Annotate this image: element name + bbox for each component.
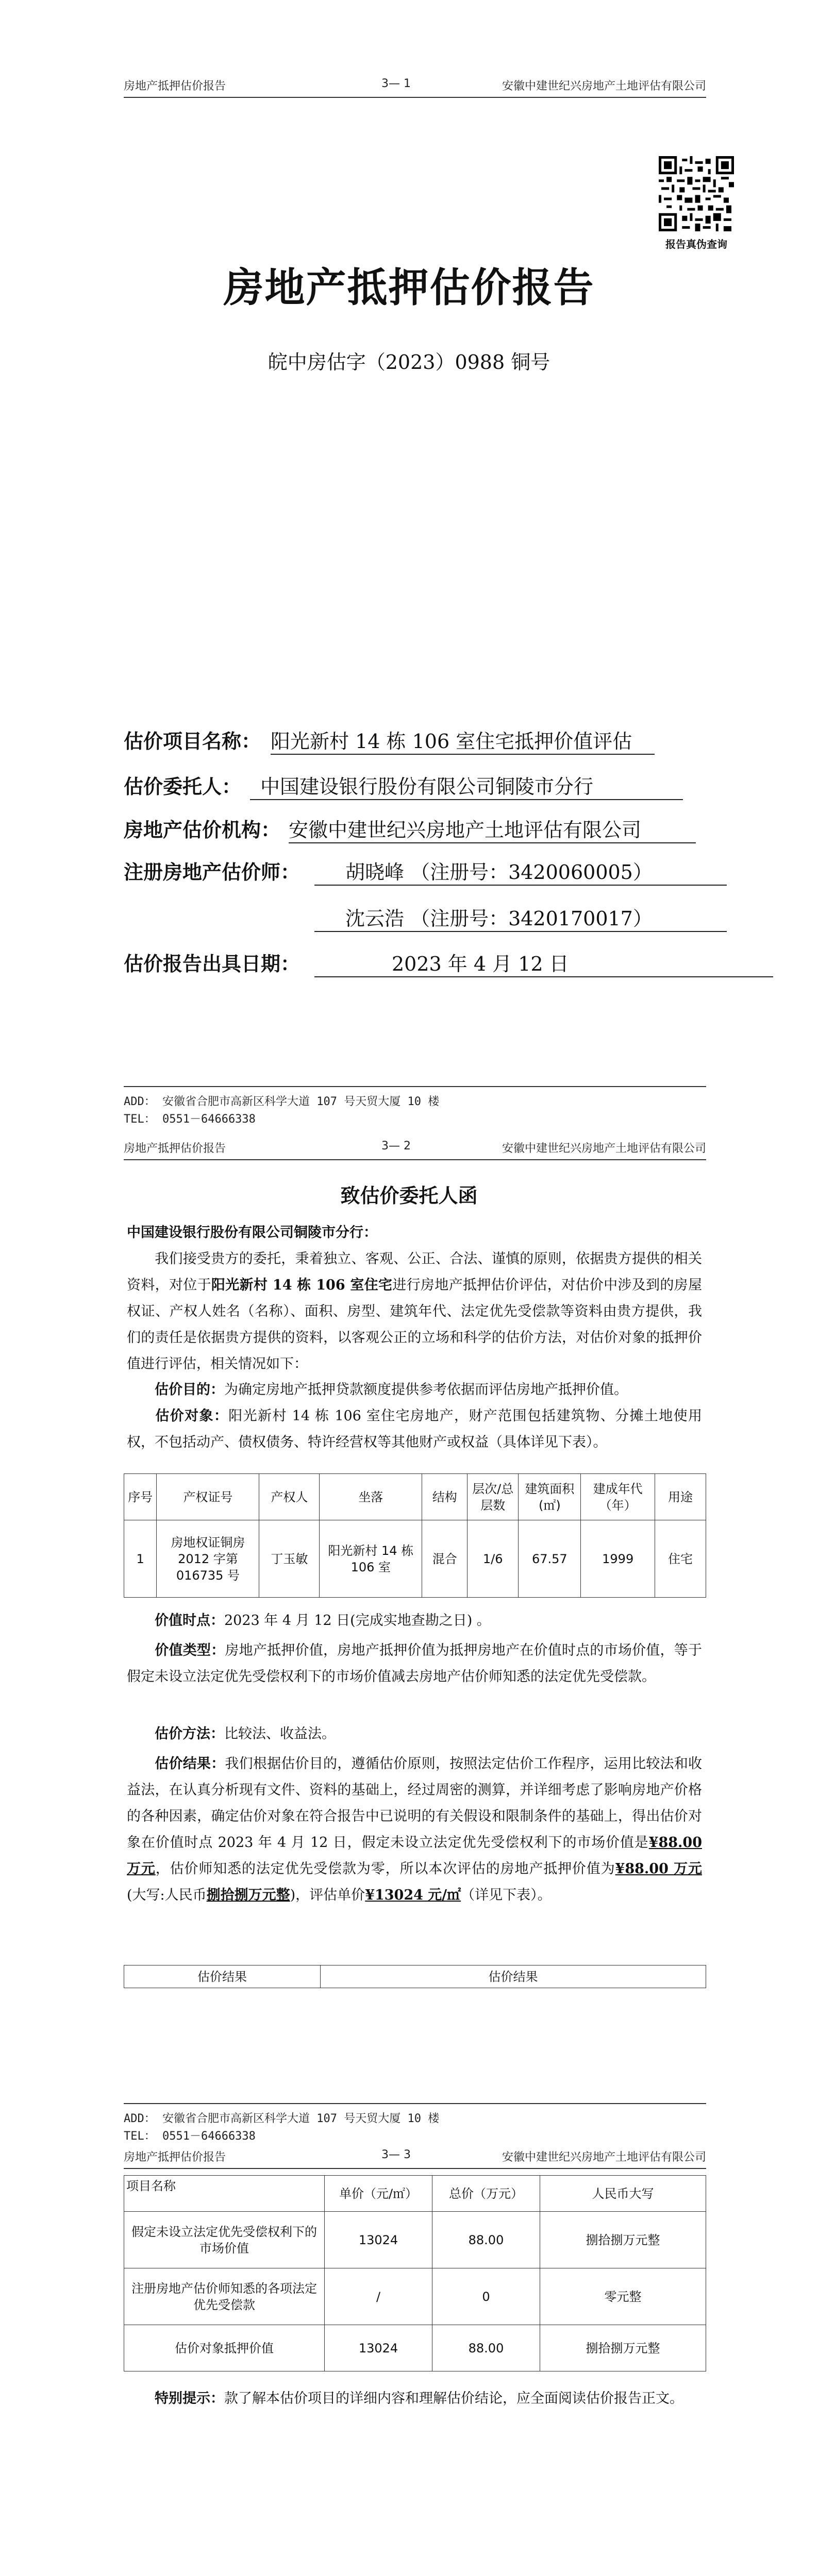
table-row	[124, 2325, 706, 2371]
purpose-paragraph	[127, 1377, 702, 1403]
table-cell: 丁玉敏	[259, 1520, 320, 1598]
table-header-cell: 序号	[124, 1474, 157, 1520]
table-cell: 88.00	[432, 2325, 540, 2371]
result-paragraph: 估价结果：我们根据估价目的，遵循估价原则，按照法定估价工作程序，运用比较法和收益法，在认真分析现有文件、资料的基础上，经过周密的测算，并详细考虑了影响房地产价格的各种因素，确定估价对象在符合报告中已说明的有关假设和限制条件的基础上，得出估价对象在价值时点 2023 年 4 月 12 日，假定未设立法定优先受偿权利下的市场价值是¥88.00 万元，估价师知悉的法定优先受偿款为零，所以本次评估的房地产抵押价值为¥88.00 万元(大写:人民币捌拾捌万元整)，评估单价¥13024 元/㎡（详见下表）。	[127, 1756, 703, 1903]
header-company: 安徽中建世纪兴房地产土地评估有限公司	[502, 80, 706, 93]
letter-intro: 我们接受贵方的委托，秉着独立、客观、公正、合法、谨慎的原则，依据贵方提供的相关资料，对位于阳光新村 14 栋 106 室住宅进行房地产抵押估价评估，对估价中涉及到的房屋权证、产权人姓名（名称）、面积、房型、建筑年代、法定优先受偿款等资料由贵方提供，我们的责任是依据贵方提供的资料，以客观公正的立场和科学的估价方法，对估价对象的抵押价值进行评估，相关情况如下：	[127, 1251, 703, 1372]
report-title: 房地产抵押估价报告	[223, 264, 595, 311]
appraiser-label: 注册房地产估价师：	[124, 860, 301, 884]
table-header-cell: 估价结果	[124, 1965, 321, 1988]
value-date-paragraph	[127, 1607, 702, 1634]
header-rule	[124, 97, 706, 98]
purpose-label: 估价目的：	[155, 1382, 224, 1398]
table-header-cell: 结构	[422, 1474, 468, 1520]
table-header-cell: 用途	[655, 1474, 706, 1520]
method-text: 比较法、收益法。	[224, 1726, 336, 1742]
qr-caption: 报告真伪查询	[665, 238, 727, 250]
object-paragraph	[127, 1403, 702, 1455]
table-cell: 注册房地产估价师知悉的各项法定优先受偿款	[124, 2268, 325, 2325]
letter-addressee: 中国建设银行股份有限公司铜陵市分行：	[127, 1225, 377, 1241]
object-label: 估价对象：	[155, 1408, 229, 1424]
table-cell: 零元整	[540, 2268, 706, 2325]
table-cell: 估价对象抵押价值	[124, 2325, 325, 2371]
purpose-text: 为确定房地产抵押贷款额度提供参考依据而评估房地产抵押价值。	[224, 1382, 628, 1398]
report-number: 皖中房估字（2023）0988 铜号	[268, 351, 550, 374]
table-cell: /	[325, 2268, 432, 2325]
value-type-label: 价值类型：	[155, 1642, 225, 1658]
object-text: 阳光新村 14 栋 106 室住宅房地产，财产范围包括建筑物、分摊土地使用权，不包括动产、债权债务、特许经营权等其他财产或权益（具体详见下表）。	[127, 1408, 702, 1450]
table-cell: 房地权证铜房2012 字第016735 号	[157, 1520, 259, 1598]
market-value: ¥88.00 万元	[127, 1835, 702, 1877]
table-cell: 1	[124, 1520, 157, 1598]
method-label: 估价方法：	[155, 1726, 224, 1742]
table-cell: 0	[432, 2268, 540, 2325]
mortgage-value: ¥88.00 万元	[615, 1861, 703, 1877]
qr-code[interactable]	[659, 156, 734, 231]
table-cell: 捌拾捌万元整	[540, 2212, 706, 2268]
value-type-text: 房地产抵押价值，房地产抵押价值为抵押房地产在价值时点的市场价值，等于假定未设立法定优先受偿权利下的市场价值减去房地产估价师知悉的法定优先受偿款。	[127, 1642, 703, 1685]
table-cell: 住宅	[655, 1520, 706, 1598]
table-cell: 88.00	[432, 2212, 540, 2268]
table-cell: 假定未设立法定优先受偿权利下的市场价值	[124, 2212, 325, 2268]
page-header-2	[124, 1134, 706, 1160]
table-header-cell: 产权证号	[157, 1474, 259, 1520]
table-header-row	[124, 1474, 706, 1520]
table-cell: 混合	[422, 1520, 468, 1598]
client-label: 估价委托人：	[124, 775, 242, 798]
table-header-cell: 建筑面积(㎡)	[519, 1474, 581, 1520]
header-page-number: 3— 2	[381, 1140, 411, 1153]
mortgage-value-words: 捌拾捌万元整	[206, 1887, 290, 1903]
table-cell: 1999	[581, 1520, 655, 1598]
header-rule	[124, 2168, 706, 2169]
report-date-label: 估价报告出具日期：	[124, 952, 301, 975]
special-note-text: 款了解本估价项目的详细内容和理解估价结论，应全面阅读估价报告正文。	[224, 2391, 683, 2406]
report-date-value: 2023 年 4 月 12 日	[314, 948, 773, 977]
page-footer-2	[124, 2103, 706, 2145]
value-type-paragraph	[127, 1637, 702, 1690]
page-footer-1	[124, 1086, 706, 1128]
unit-price: ¥13024 元/㎡	[365, 1887, 461, 1903]
table-cell: 阳光新村 14 栋 106 室	[320, 1520, 422, 1598]
table-header-cell: 估价结果	[321, 1965, 706, 1988]
qr-code-icon	[659, 156, 734, 231]
table-cell: 67.57	[519, 1520, 581, 1598]
result-table-stub	[124, 1965, 706, 1988]
table-cell: 13024	[325, 2212, 432, 2268]
table-cell: 1/6	[468, 1520, 519, 1598]
footer-rule	[124, 1086, 706, 1087]
method-paragraph	[127, 1721, 702, 1747]
client-value: 中国建设银行股份有限公司铜陵市分行	[250, 771, 683, 800]
table-row	[124, 1520, 706, 1598]
table-row	[124, 2212, 706, 2268]
project-name-label: 估价项目名称：	[124, 730, 261, 753]
footer-tel: TEL： 0551－64666338	[124, 2130, 256, 2143]
property-table	[124, 1473, 706, 1598]
table-header-row	[124, 2176, 706, 2212]
header-company: 安徽中建世纪兴房地产土地评估有限公司	[502, 2151, 706, 2164]
table-header-row	[124, 1965, 706, 1988]
page-header-3	[124, 2143, 706, 2169]
value-date-text: 2023 年 4 月 12 日(完成实地查勘之日) 。	[224, 1613, 491, 1629]
property-address: 阳光新村 14 栋 106 室住宅	[211, 1277, 393, 1293]
value-table	[124, 2175, 706, 2371]
agency-value: 安徽中建世纪兴房地产土地评估有限公司	[289, 814, 696, 843]
letter-title: 致估价委托人函	[340, 1184, 478, 1207]
header-title: 房地产抵押估价报告	[124, 80, 226, 93]
table-header-cell: 人民币大写	[540, 2176, 706, 2212]
table-header-cell: 单价（元/㎡）	[325, 2176, 432, 2212]
table-header-cell: 坐落	[320, 1474, 422, 1520]
header-page-number: 3— 3	[381, 2148, 411, 2161]
special-note-label: 特别提示：	[155, 2391, 224, 2406]
appraiser-1: 胡晓峰 （注册号：3420060005）	[314, 856, 727, 886]
table-header-cell: 建成年代（年）	[581, 1474, 655, 1520]
header-page-number: 3— 1	[381, 77, 411, 90]
table-cell: 捌拾捌万元整	[540, 2325, 706, 2371]
footer-tel: TEL： 0551－64666338	[124, 1113, 256, 1126]
table-row	[124, 2268, 706, 2325]
project-name-value: 阳光新村 14 栋 106 室住宅抵押价值评估	[271, 725, 655, 755]
header-rule	[124, 1159, 706, 1160]
page-header-1	[124, 72, 706, 98]
table-header-cell: 项目名称	[124, 2176, 325, 2212]
table-header-cell: 总价（万元）	[432, 2176, 540, 2212]
appraiser-2: 沈云浩 （注册号：3420170017）	[314, 903, 727, 932]
footer-address: ADD： 安徽省合肥市高新区科学大道 107 号天贸大厦 10 楼	[124, 2112, 440, 2125]
table-header-cell: 层次/总层数	[468, 1474, 519, 1520]
footer-address: ADD： 安徽省合肥市高新区科学大道 107 号天贸大厦 10 楼	[124, 1095, 440, 1108]
table-header-cell: 产权人	[259, 1474, 320, 1520]
agency-label: 房地产估价机构：	[124, 818, 281, 841]
footer-rule	[124, 2103, 706, 2104]
header-company: 安徽中建世纪兴房地产土地评估有限公司	[502, 1142, 706, 1155]
value-date-label: 价值时点：	[155, 1613, 224, 1629]
result-label: 估价结果：	[155, 1756, 225, 1772]
header-title: 房地产抵押估价报告	[124, 2151, 226, 2164]
header-title: 房地产抵押估价报告	[124, 1142, 226, 1155]
special-note-paragraph	[127, 2385, 702, 2412]
table-cell: 13024	[325, 2325, 432, 2371]
